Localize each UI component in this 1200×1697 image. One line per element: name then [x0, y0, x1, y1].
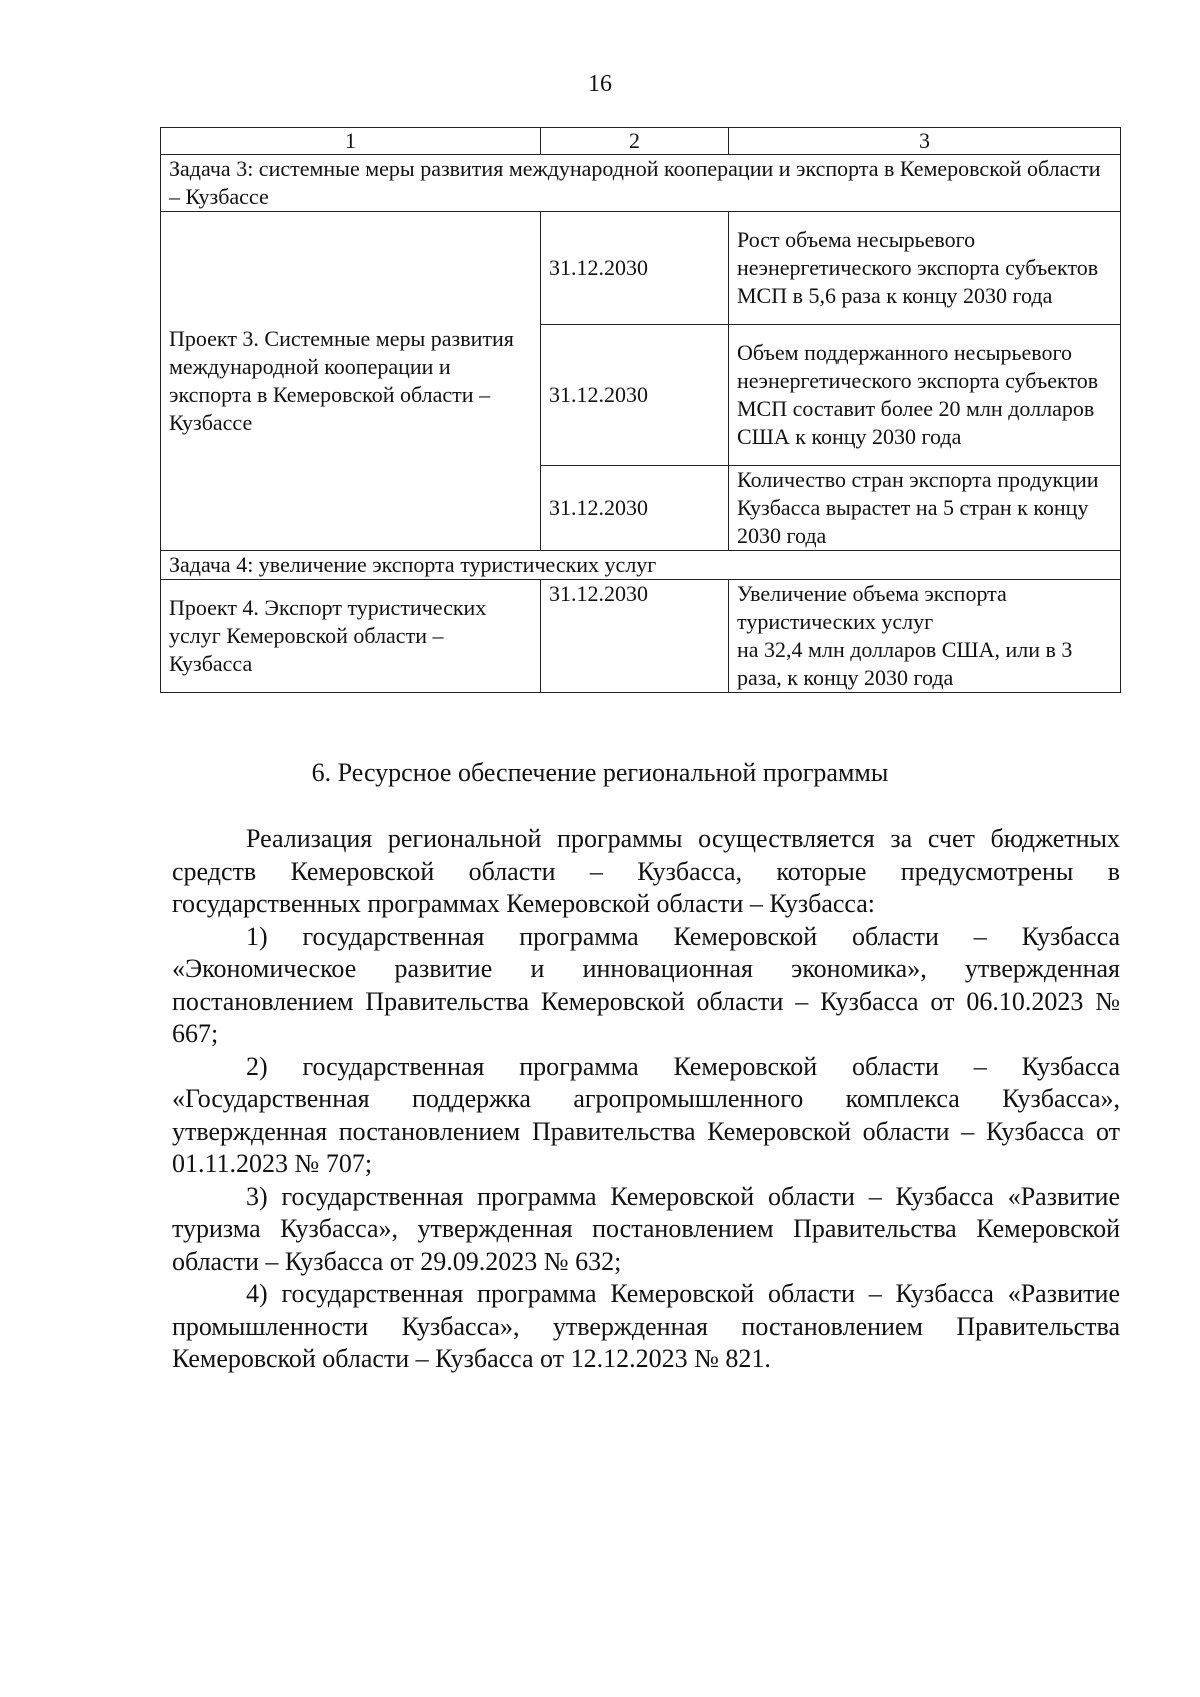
project-4-result-line-1: Увеличение объема экспорта туристических услуг [737, 581, 1007, 634]
column-number-1: 1 [161, 128, 541, 155]
project-4-result [729, 580, 1121, 693]
table-header-row [161, 128, 1121, 155]
project-3-date-2: 31.12.2030 [541, 325, 729, 466]
column-number-3: 3 [729, 128, 1121, 155]
project-3-result-2: Объем поддержанного несырьевого неэнергетического экспорта субъектов МСП составит более 20 млн долларов США к концу 2030 года [729, 325, 1121, 466]
paragraph-intro: Реализация региональной программы осуществляется за счет бюджетных средств Кемеровской области – Кузбасса, которые предусмотрены в государственных программах Кемеровской области – Кузбасса: [172, 824, 1120, 918]
project-3-result-1: Рост объема несырьевого неэнергетического экспорта субъектов МСП в 5,6 раза к концу 2030 года [729, 212, 1121, 325]
paragraph-item-4: 4) государственная программа Кемеровской области – Кузбасса «Развитие промышленности Кузбасса», утвержденная постановлением Правительства Кемеровской области – Кузбасса от 12.12.2023 № 821. [172, 1279, 1120, 1373]
project-4-name: Проект 4. Экспорт туристических услуг Кемеровской области – Кузбасса [161, 580, 541, 693]
project-3-name: Проект 3. Системные меры развития международной кооперации и экспорта в Кемеровской области – Кузбассе [161, 212, 541, 551]
table-row [161, 551, 1121, 580]
project-3-date-3: 31.12.2030 [541, 466, 729, 551]
table-row [161, 212, 1121, 325]
column-number-2: 2 [541, 128, 729, 155]
project-3-date-1: 31.12.2030 [541, 212, 729, 325]
project-4-date: 31.12.2030 [541, 580, 729, 693]
paragraph-item-1: 1) государственная программа Кемеровской области – Кузбасса «Экономическое развитие и инновационная экономика», утвержденная постановлением Правительства Кемеровской области – Кузбасса от 06.10.2023 № 667; [172, 921, 1120, 1048]
table-row [161, 155, 1121, 212]
paragraph-item-2: 2) государственная программа Кемеровской области – Кузбасса «Государственная поддержка агропромышленного комплекса Кузбасса», утвержденная постановлением Правительства Кемеровской области – Кузбасса от 01.11.2023 № 707; [172, 1051, 1120, 1178]
task-3-heading: Задача 3: системные меры развития международной кооперации и экспорта в Кемеровской области – Кузбассе [161, 155, 1121, 212]
project-3-result-3: Количество стран экспорта продукции Кузбасса вырастет на 5 стран к концу 2030 года [729, 466, 1121, 551]
paragraph-item-3: 3) государственная программа Кемеровской области – Кузбасса «Развитие туризма Кузбасса», утвержденная постановлением Правительства Кемеровской области – Кузбасса от 29.09.2023 № 632; [172, 1181, 1120, 1276]
project-4-result-line-2: на 32,4 млн долларов США, или в 3 раза, к концу 2030 года [737, 637, 1073, 690]
page-number: 16 [588, 71, 612, 97]
section-body [172, 823, 1120, 1376]
task-4-heading: Задача 4: увеличение экспорта туристических услуг [161, 551, 1121, 580]
section-title: 6. Ресурсное обеспечение региональной программы [311, 758, 889, 787]
projects-table [160, 127, 1121, 693]
table-row [161, 580, 1121, 693]
